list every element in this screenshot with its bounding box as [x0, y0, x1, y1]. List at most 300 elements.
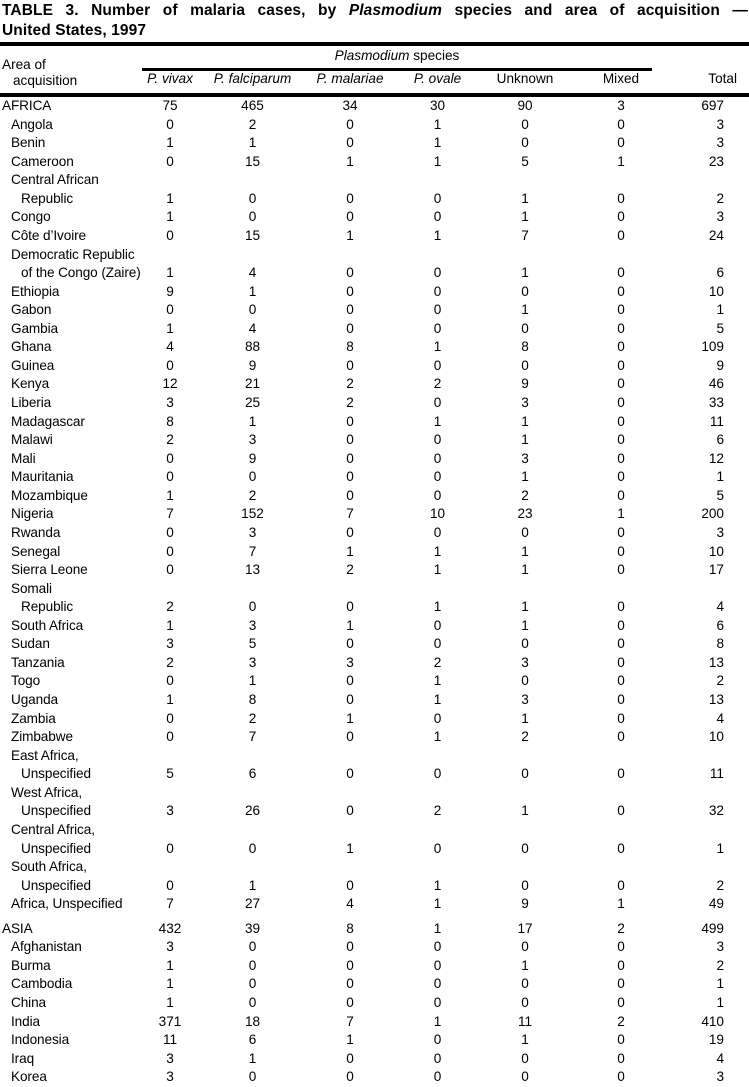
row-label: Ghana — [11, 339, 52, 355]
cell-value: 0 — [433, 265, 442, 281]
cell-value: 0 — [248, 840, 257, 856]
cell-value: 0 — [617, 227, 625, 243]
cell-value: 2 — [166, 432, 174, 448]
table-row — [0, 821, 749, 840]
cell-total: 1 — [716, 976, 724, 992]
cell-value: 3 — [166, 1069, 174, 1085]
cell-value: 0 — [248, 190, 257, 206]
row-label: China — [11, 995, 47, 1010]
cell-total — [672, 580, 749, 599]
cell-value: 7 — [346, 1013, 354, 1029]
cell-value — [480, 246, 570, 265]
table-row — [0, 320, 749, 339]
area-header-line1: Area of — [2, 57, 46, 72]
row-label: of the Congo (Zaire) — [21, 265, 141, 281]
cell-value: 2 — [521, 729, 529, 745]
cell-value: 0 — [248, 1069, 257, 1085]
cell-value — [200, 171, 305, 190]
row-label: Unspecified — [21, 877, 91, 893]
table-row — [0, 1013, 749, 1032]
cell-total: 4 — [716, 599, 724, 615]
cell-value: 0 — [248, 976, 257, 992]
cell-value: 2 — [166, 654, 174, 670]
cell-value — [395, 747, 480, 766]
cell-value — [305, 821, 395, 840]
cell-value: 1 — [166, 976, 174, 992]
cell-value: 8 — [346, 339, 354, 355]
cell-value: 1 — [248, 877, 257, 893]
cell-total — [672, 821, 749, 840]
cell-total: 1 — [716, 302, 724, 318]
cell-total: 1 — [716, 469, 724, 485]
cell-total: 10 — [708, 283, 724, 299]
cell-value: 0 — [346, 877, 354, 893]
cell-value: 0 — [346, 803, 354, 819]
cell-value: 75 — [162, 98, 178, 113]
cell-total: 3 — [716, 1069, 724, 1085]
cell-value: 0 — [617, 487, 625, 503]
cell-value: 2 — [166, 599, 174, 615]
cell-value: 1 — [346, 840, 354, 856]
table-row — [0, 672, 749, 691]
cell-total: 109 — [701, 339, 724, 355]
cell-value: 1 — [166, 487, 174, 503]
cell-value: 1 — [521, 1032, 529, 1048]
row-label: Burma — [11, 957, 51, 973]
cell-value: 21 — [244, 376, 261, 392]
table-row — [0, 283, 749, 302]
cell-value: 0 — [433, 636, 442, 652]
cell-value: 0 — [346, 766, 354, 782]
cell-value: 0 — [248, 302, 257, 318]
cell-value: 0 — [248, 939, 257, 955]
cell-value: 0 — [617, 562, 625, 578]
cell-total: 4 — [716, 1050, 724, 1066]
cell-value: 0 — [433, 1050, 442, 1066]
title-species-italic: Plasmodium — [348, 2, 442, 19]
cell-value: 0 — [346, 265, 354, 281]
cell-value: 7 — [248, 543, 257, 559]
row-label: Sierra Leone — [11, 562, 88, 578]
cell-value: 3 — [521, 692, 529, 707]
cell-value — [200, 747, 305, 766]
table-row — [0, 728, 749, 747]
cell-total — [672, 246, 749, 265]
cell-value: 2 — [433, 803, 442, 819]
row-label: Côte d’Ivoire — [11, 227, 87, 243]
cell-value: 0 — [346, 135, 354, 151]
cell-value: 0 — [166, 524, 174, 540]
cell-value: 0 — [617, 995, 625, 1010]
cell-value: 3 — [166, 395, 174, 410]
table-row — [0, 338, 749, 357]
table-header — [0, 46, 749, 93]
row-label: Gabon — [11, 302, 52, 318]
cell-value: 0 — [346, 1069, 354, 1085]
cell-value: 0 — [166, 153, 174, 169]
cell-value — [395, 784, 480, 803]
table-row — [0, 246, 749, 265]
cell-value: 0 — [521, 524, 529, 540]
cell-value: 1 — [617, 153, 625, 169]
table-row — [0, 635, 749, 654]
cell-value: 0 — [617, 265, 625, 281]
cell-value: 11 — [162, 1032, 178, 1048]
cell-value: 1 — [166, 995, 174, 1010]
cell-value: 0 — [166, 450, 174, 466]
row-label: South Africa, — [11, 859, 87, 875]
cell-value: 1 — [521, 957, 529, 973]
cell-value: 0 — [617, 729, 625, 745]
cell-value: 0 — [617, 939, 625, 955]
cell-total: 11 — [709, 413, 724, 429]
row-label: Benin — [11, 135, 46, 151]
table-row — [0, 153, 749, 172]
cell-value: 0 — [617, 432, 625, 448]
row-label: Uganda — [11, 692, 59, 707]
table-row — [0, 413, 749, 432]
cell-value: 0 — [248, 995, 257, 1010]
cell-value — [570, 821, 672, 840]
cell-value: 1 — [433, 135, 442, 151]
table-row — [0, 1050, 749, 1069]
cell-value: 0 — [521, 357, 529, 373]
cell-value: 0 — [166, 469, 174, 485]
cell-value: 8 — [346, 920, 354, 936]
table-row — [0, 1068, 749, 1087]
cell-value: 0 — [433, 840, 442, 856]
cell-value: 1 — [433, 562, 442, 578]
cell-value: 0 — [521, 976, 529, 992]
cell-value — [395, 580, 480, 599]
cell-value: 0 — [617, 710, 625, 726]
cell-value: 0 — [346, 320, 354, 336]
title-text-post: species and area of acquisition — — [442, 2, 748, 19]
cell-value: 0 — [617, 957, 625, 973]
table-row — [0, 691, 749, 710]
cell-value: 3 — [617, 98, 625, 113]
cell-value: 0 — [433, 617, 442, 633]
table-row — [0, 487, 749, 506]
cell-value: 11 — [517, 1013, 533, 1029]
cell-value: 2 — [248, 116, 257, 132]
row-label: Cameroon — [11, 153, 74, 169]
cell-value: 27 — [244, 896, 261, 912]
table-row — [0, 994, 749, 1013]
cell-value: 2 — [617, 920, 625, 936]
cell-total: 499 — [701, 920, 724, 936]
row-label: Central Africa, — [11, 821, 95, 837]
column-header-row — [0, 71, 749, 86]
cell-value: 0 — [433, 302, 442, 318]
table-row — [0, 301, 749, 320]
cell-total: 46 — [708, 376, 724, 392]
cell-value — [480, 858, 570, 877]
cell-value: 1 — [433, 543, 442, 559]
table-row — [0, 561, 749, 580]
cell-value: 0 — [617, 302, 625, 318]
cell-value: 0 — [617, 524, 625, 540]
cell-value: 23 — [517, 506, 533, 522]
row-label: Unspecified — [21, 803, 91, 819]
cell-total: 1 — [716, 995, 724, 1010]
cell-total: 3 — [716, 116, 724, 132]
cell-value — [570, 246, 672, 265]
cell-value: 0 — [248, 957, 257, 973]
cell-value: 0 — [346, 450, 354, 466]
cell-value: 2 — [433, 654, 442, 670]
cell-value: 2 — [617, 1013, 625, 1029]
cell-value: 0 — [521, 116, 529, 132]
cell-value: 1 — [433, 673, 442, 689]
cell-value: 1 — [521, 190, 529, 206]
cell-value: 1 — [521, 710, 529, 726]
row-label: Togo — [11, 673, 41, 689]
table-title-line2: United States, 1997 — [2, 21, 147, 39]
cell-value: 0 — [617, 116, 625, 132]
cell-total: 13 — [708, 654, 724, 670]
cell-value: 0 — [433, 190, 442, 206]
cell-value: 1 — [617, 506, 625, 522]
cell-value: 0 — [617, 1032, 625, 1048]
cell-value: 3 — [248, 432, 257, 448]
title-text-pre: TABLE 3. Number of malaria cases, by — [2, 2, 349, 19]
cell-value: 0 — [617, 803, 625, 819]
cell-value: 0 — [433, 209, 442, 225]
cell-total: 6 — [716, 617, 724, 633]
table-row — [0, 617, 749, 636]
cell-value: 18 — [244, 1013, 261, 1029]
cell-value: 4 — [346, 896, 354, 912]
table-row — [0, 957, 749, 976]
cell-value: 0 — [521, 766, 529, 782]
cell-value: 1 — [166, 692, 174, 707]
cell-total — [672, 747, 749, 766]
row-label: Kenya — [11, 376, 50, 392]
row-label: Korea — [11, 1069, 47, 1085]
cell-value — [140, 171, 200, 190]
cell-value: 7 — [521, 227, 529, 243]
row-label: Tanzania — [11, 654, 65, 670]
cell-value: 0 — [433, 957, 442, 973]
row-label: Somali — [11, 580, 52, 596]
table-title — [0, 0, 749, 40]
row-label: AFRICA — [2, 98, 52, 113]
table-row — [0, 580, 749, 599]
row-label: Central African — [11, 172, 99, 188]
cell-value: 0 — [521, 1050, 529, 1066]
cell-value: 1 — [166, 190, 174, 206]
cell-total: 200 — [701, 506, 724, 522]
cell-value: 1 — [617, 896, 625, 912]
cell-value: 0 — [617, 450, 625, 466]
cell-value: 1 — [166, 135, 174, 151]
cell-total: 1 — [716, 840, 724, 856]
cell-total: 11 — [709, 766, 724, 782]
cell-total: 8 — [716, 636, 724, 652]
cell-value: 1 — [346, 153, 354, 169]
cell-value: 0 — [346, 729, 354, 745]
row-label: Liberia — [11, 395, 52, 410]
cell-value: 3 — [166, 939, 174, 955]
cell-value: 7 — [166, 896, 174, 912]
cell-value — [200, 784, 305, 803]
cell-value: 1 — [346, 227, 354, 243]
cell-value: 0 — [433, 766, 442, 782]
cell-value: 9 — [166, 283, 174, 299]
cell-value: 1 — [166, 320, 174, 336]
cell-value: 1 — [166, 209, 174, 225]
cell-value: 2 — [346, 562, 354, 578]
column-header: Total — [708, 71, 737, 86]
cell-value: 0 — [521, 636, 529, 652]
cell-value: 0 — [346, 469, 354, 485]
column-header: P. ovale — [413, 71, 462, 86]
table-row — [0, 840, 749, 859]
cell-value: 0 — [166, 562, 174, 578]
cell-value — [395, 821, 480, 840]
cell-value: 3 — [248, 654, 257, 670]
cell-total: 23 — [708, 153, 724, 169]
cell-value: 0 — [617, 320, 625, 336]
cell-total: 24 — [708, 227, 724, 243]
table-row — [0, 710, 749, 729]
cell-total: 33 — [708, 395, 724, 410]
cell-value: 0 — [433, 487, 442, 503]
row-label: Angola — [11, 116, 53, 132]
cell-value: 15 — [244, 227, 261, 243]
cell-value: 0 — [346, 524, 354, 540]
cell-value: 15 — [244, 153, 261, 169]
cell-value: 0 — [248, 469, 257, 485]
cell-value: 0 — [433, 432, 442, 448]
cell-value: 1 — [346, 1032, 354, 1048]
cell-value: 1 — [433, 153, 442, 169]
cell-value — [140, 784, 200, 803]
cell-value: 13 — [244, 562, 261, 578]
cell-value — [140, 246, 200, 265]
cell-total: 5 — [716, 487, 724, 503]
cell-total — [672, 784, 749, 803]
cell-value: 34 — [342, 98, 358, 113]
table-row — [0, 654, 749, 673]
cell-value: 0 — [346, 939, 354, 955]
row-label: Congo — [11, 209, 51, 225]
cell-value — [480, 821, 570, 840]
cell-value: 0 — [521, 673, 529, 689]
cell-value: 88 — [244, 339, 261, 355]
cell-value: 1 — [166, 617, 174, 633]
cell-value: 0 — [617, 135, 625, 151]
cell-total: 49 — [708, 896, 724, 912]
cell-value: 0 — [166, 729, 174, 745]
cell-value — [570, 747, 672, 766]
cell-value: 5 — [248, 636, 257, 652]
table-row — [0, 877, 749, 896]
cell-value — [305, 784, 395, 803]
table-row — [0, 116, 749, 135]
cell-total: 697 — [701, 98, 724, 113]
cell-value: 1 — [433, 339, 442, 355]
cell-value: 1 — [521, 617, 529, 633]
cell-value: 4 — [166, 339, 174, 355]
row-label: West Africa, — [11, 784, 83, 800]
row-label: Mauritania — [11, 469, 74, 485]
area-header-line2: acquisition — [13, 73, 78, 88]
cell-value: 0 — [521, 320, 529, 336]
cell-value: 1 — [521, 803, 529, 819]
cell-value: 2 — [521, 487, 529, 503]
row-label: ASIA — [2, 920, 33, 936]
cell-value — [480, 171, 570, 190]
cell-value: 5 — [166, 766, 174, 782]
cell-value: 0 — [346, 636, 354, 652]
cell-value: 0 — [346, 487, 354, 503]
cell-value: 1 — [433, 227, 442, 243]
cell-value: 6 — [248, 766, 257, 782]
cell-value — [305, 580, 395, 599]
cell-total: 19 — [708, 1032, 724, 1048]
cell-value: 1 — [521, 265, 529, 281]
cell-value: 1 — [521, 562, 529, 578]
cell-value: 1 — [433, 896, 442, 912]
cell-value: 3 — [166, 1050, 174, 1066]
cell-value: 1 — [346, 543, 354, 559]
area-column-spacer — [0, 71, 140, 86]
cell-value: 0 — [521, 283, 529, 299]
species-spanner — [142, 48, 652, 63]
cell-value: 0 — [346, 413, 354, 429]
cell-value: 3 — [166, 636, 174, 652]
row-label: Zambia — [11, 710, 56, 726]
cell-value — [395, 246, 480, 265]
cell-value: 3 — [521, 395, 529, 410]
row-label: Malawi — [11, 432, 53, 448]
cell-total: 10 — [708, 543, 724, 559]
table-row — [0, 1031, 749, 1050]
cell-value: 39 — [244, 920, 261, 936]
cell-value: 1 — [166, 957, 174, 973]
cell-total: 2 — [716, 190, 724, 206]
row-label: Democratic Republic — [11, 246, 135, 262]
table-row — [0, 208, 749, 227]
cell-value: 0 — [433, 469, 442, 485]
cell-value: 2 — [248, 710, 257, 726]
cell-total: 5 — [716, 320, 724, 336]
cell-value: 0 — [433, 357, 442, 373]
cell-value: 152 — [241, 506, 264, 522]
cell-value — [395, 171, 480, 190]
cell-value: 7 — [166, 506, 174, 522]
cell-value: 0 — [521, 1069, 529, 1085]
cell-value: 0 — [617, 543, 625, 559]
cell-value: 0 — [433, 710, 442, 726]
cell-value — [305, 747, 395, 766]
row-label: Unspecified — [21, 840, 91, 856]
cell-value: 0 — [617, 1069, 625, 1085]
table-row — [0, 450, 749, 469]
cell-value: 0 — [617, 840, 625, 856]
cell-value: 1 — [433, 413, 442, 429]
cell-total: 2 — [716, 877, 724, 893]
cell-value: 0 — [617, 376, 625, 392]
cell-value: 0 — [346, 357, 354, 373]
cell-value: 0 — [166, 116, 174, 132]
cell-value: 9 — [521, 376, 529, 392]
row-label: Unspecified — [21, 766, 91, 782]
cell-value: 0 — [617, 692, 625, 707]
row-label: Cambodia — [11, 976, 73, 992]
